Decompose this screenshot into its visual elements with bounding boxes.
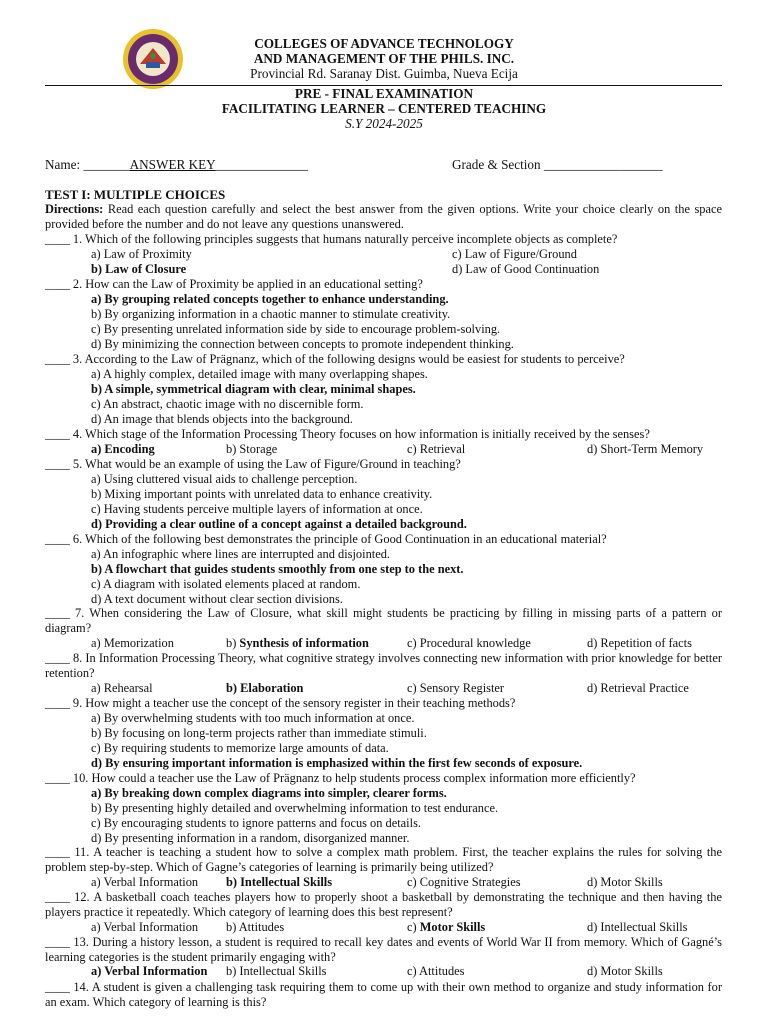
name-label: Name: _______ <box>45 157 130 172</box>
name-value: ANSWER KEY <box>129 157 216 172</box>
question-1: ____ 1. Which of the following principles suggests that humans naturally perceive incomplete objects as complete? <box>45 232 618 246</box>
q3-option-c: c) An abstract, chaotic image with no discernible form. <box>91 397 364 411</box>
directions-label: Directions: <box>45 202 104 216</box>
q13-option-b: b) Intellectual Skills <box>226 964 327 978</box>
school-name-line1: COLLEGES OF ADVANCE TECHNOLOGY <box>254 36 514 51</box>
q13-option-a: a) Verbal Information <box>91 964 208 978</box>
q11-option-c: c) Cognitive Strategies <box>407 875 521 889</box>
q6-option-b: b) A flowchart that guides students smoothly from one step to the next. <box>91 562 464 576</box>
q10-option-c: c) By encouraging students to ignore patterns and focus on details. <box>91 816 421 830</box>
q4-option-c: c) Retrieval <box>407 442 466 456</box>
subject-title: FACILITATING LEARNER – CENTERED TEACHING <box>221 101 547 116</box>
question-10: ____ 10. How could a teacher use the Law of Prägnanz to help students process complex information more efficiently? <box>45 771 636 785</box>
q2-option-b: b) By organizing information in a chaotic manner to stimulate creativity. <box>91 307 451 321</box>
q10-option-a: a) By breaking down complex diagrams into simpler, clearer forms. <box>91 786 447 800</box>
school-year: S.Y 2024-2025 <box>345 116 423 131</box>
exam-heading <box>0 86 768 131</box>
school-header <box>0 36 768 81</box>
q8-option-d: d) Retrieval Practice <box>587 681 689 695</box>
q3-option-a: a) A highly complex, detailed image with many overlapping shapes. <box>91 367 428 381</box>
question-8: ____ 8. In Information Processing Theory, what cognitive strategy involves connecting new information with prior knowledge for better retention? <box>45 651 722 680</box>
q7-option-b <box>226 636 369 651</box>
q10-option-b: b) By presenting highly detailed and overwhelming information to test endurance. <box>91 801 499 815</box>
q12-option-b: b) Attitudes <box>226 920 285 934</box>
q10-option-d: d) By presenting information in a random, disorganized manner. <box>91 831 410 845</box>
q12-option-d: d) Intellectual Skills <box>587 920 688 934</box>
q4-option-d: d) Short-Term Memory <box>587 442 704 456</box>
q2-option-c: c) By presenting unrelated information side by side to encourage problem-solving. <box>91 322 501 336</box>
question-13: ____ 13. During a history lesson, a student is required to recall key dates and events of World War II from memory. Which of Gagné’s learning categories is the student primarily engaging with? <box>45 935 722 964</box>
school-address: Provincial Rd. Saranay Dist. Guimba, Nueva Ecija <box>250 66 518 81</box>
q8-option-b: b) Elaboration <box>226 681 304 695</box>
q4-option-a: a) Encoding <box>91 442 155 456</box>
q9-option-c: c) By requiring students to memorize large amounts of data. <box>91 741 389 755</box>
q5-option-c: c) Having students perceive multiple layers of information at once. <box>91 502 423 516</box>
question-2: ____ 2. How can the Law of Proximity be applied in an educational setting? <box>45 277 423 291</box>
q3-option-b: b) A simple, symmetrical diagram with clear, minimal shapes. <box>91 382 416 396</box>
directions-text: Read each question carefully and select the best answer from the given options. Write your choice clearly on the space provided before the number and do not leave any questions unanswered. <box>45 202 722 231</box>
q5-option-b: b) Mixing important points with unrelated data to enhance creativity. <box>91 487 433 501</box>
grade-section-field[interactable]: Grade & Section __________________ <box>452 157 663 172</box>
q13-option-c: c) Attitudes <box>407 964 465 978</box>
question-6: ____ 6. Which of the following best demonstrates the principle of Good Continuation in an educational material? <box>45 532 607 546</box>
q9-option-d: d) By ensuring important information is emphasized within the first few seconds of exposure. <box>91 756 583 770</box>
q1-option-c: c) Law of Figure/Ground <box>452 247 577 261</box>
q6-option-d: d) A text document without clear section divisions. <box>91 592 343 606</box>
school-name-line2: AND MANAGEMENT OF THE PHILS. INC. <box>253 51 515 66</box>
q1-option-a: a) Law of Proximity <box>91 247 192 261</box>
q8-option-a: a) Rehearsal <box>91 681 153 695</box>
q7-option-b-letter: b) <box>226 636 240 650</box>
q1-option-b: b) Law of Closure <box>91 262 187 276</box>
q7-option-b-text: Synthesis of information <box>239 636 369 650</box>
q11-option-d: d) Motor Skills <box>587 875 663 889</box>
question-4: ____ 4. Which stage of the Information Processing Theory focuses on how information is initially received by the senses? <box>45 427 650 441</box>
q12-option-a: a) Verbal Information <box>91 920 199 934</box>
q12-option-c <box>407 920 485 935</box>
exam-title: PRE - FINAL EXAMINATION <box>294 86 474 101</box>
q11-option-b: b) Intellectual Skills <box>226 875 333 889</box>
q4-option-b: b) Storage <box>226 442 278 456</box>
q8-option-c: c) Sensory Register <box>407 681 505 695</box>
q1-option-d: d) Law of Good Continuation <box>452 262 600 276</box>
q6-option-a: a) An infographic where lines are interrupted and disjointed. <box>91 547 390 561</box>
q7-option-c: c) Procedural knowledge <box>407 636 531 650</box>
q5-option-d: d) Providing a clear outline of a concept against a detailed background. <box>91 517 467 531</box>
question-14: ____ 14. A student is given a challenging task requiring them to come up with their own method to organize and study information for an exam. Which category of learning is this? <box>45 980 722 1009</box>
q13-option-d: d) Motor Skills <box>587 964 663 978</box>
q9-option-b: b) By focusing on long-term projects rather than immediate stimuli. <box>91 726 427 740</box>
q7-option-a: a) Memorization <box>91 636 174 650</box>
question-7: ____ 7. When considering the Law of Closure, what skill might students be practicing by filling in missing parts of a pattern or diagram? <box>45 606 722 635</box>
q12-option-c-text: Motor Skills <box>419 920 486 934</box>
q5-option-a: a) Using cluttered visual aids to challenge perception. <box>91 472 358 486</box>
question-11: ____ 11. A teacher is teaching a student how to solve a complex math problem. First, the teacher explains the rules for solving the problem step-by-step. Which of Gagne’s categories of learning is primarily being utilized? <box>45 845 722 874</box>
question-5: ____ 5. What would be an example of using the Law of Figure/Ground in teaching? <box>45 457 461 471</box>
q7-option-d: d) Repetition of facts <box>587 636 692 650</box>
q3-option-d: d) An image that blends objects into the background. <box>91 412 353 426</box>
q12-option-c-letter: c) <box>407 920 420 934</box>
q11-option-a: a) Verbal Information <box>91 875 199 889</box>
question-3: ____ 3. According to the Law of Prägnanz, which of the following designs would be easiest for students to perceive? <box>45 352 625 366</box>
q9-option-a: a) By overwhelming students with too much information at once. <box>91 711 415 725</box>
question-12: ____ 12. A basketball coach teaches players how to properly shoot a basketball by demonstrating the technique and then having the players practice it repeatedly. Which category of learning does this best represent? <box>45 890 722 919</box>
directions <box>45 202 722 232</box>
question-9: ____ 9. How might a teacher use the concept of the sensory register in their teaching methods? <box>45 696 516 710</box>
name-underline: ______________ <box>215 157 309 172</box>
q6-option-c: c) A diagram with isolated elements placed at random. <box>91 577 361 591</box>
q2-option-d: d) By minimizing the connection between concepts to promote independent thinking. <box>91 337 514 351</box>
test-title: TEST I: MULTIPLE CHOICES <box>45 187 226 202</box>
q2-option-a: a) By grouping related concepts together to enhance understanding. <box>91 292 449 306</box>
